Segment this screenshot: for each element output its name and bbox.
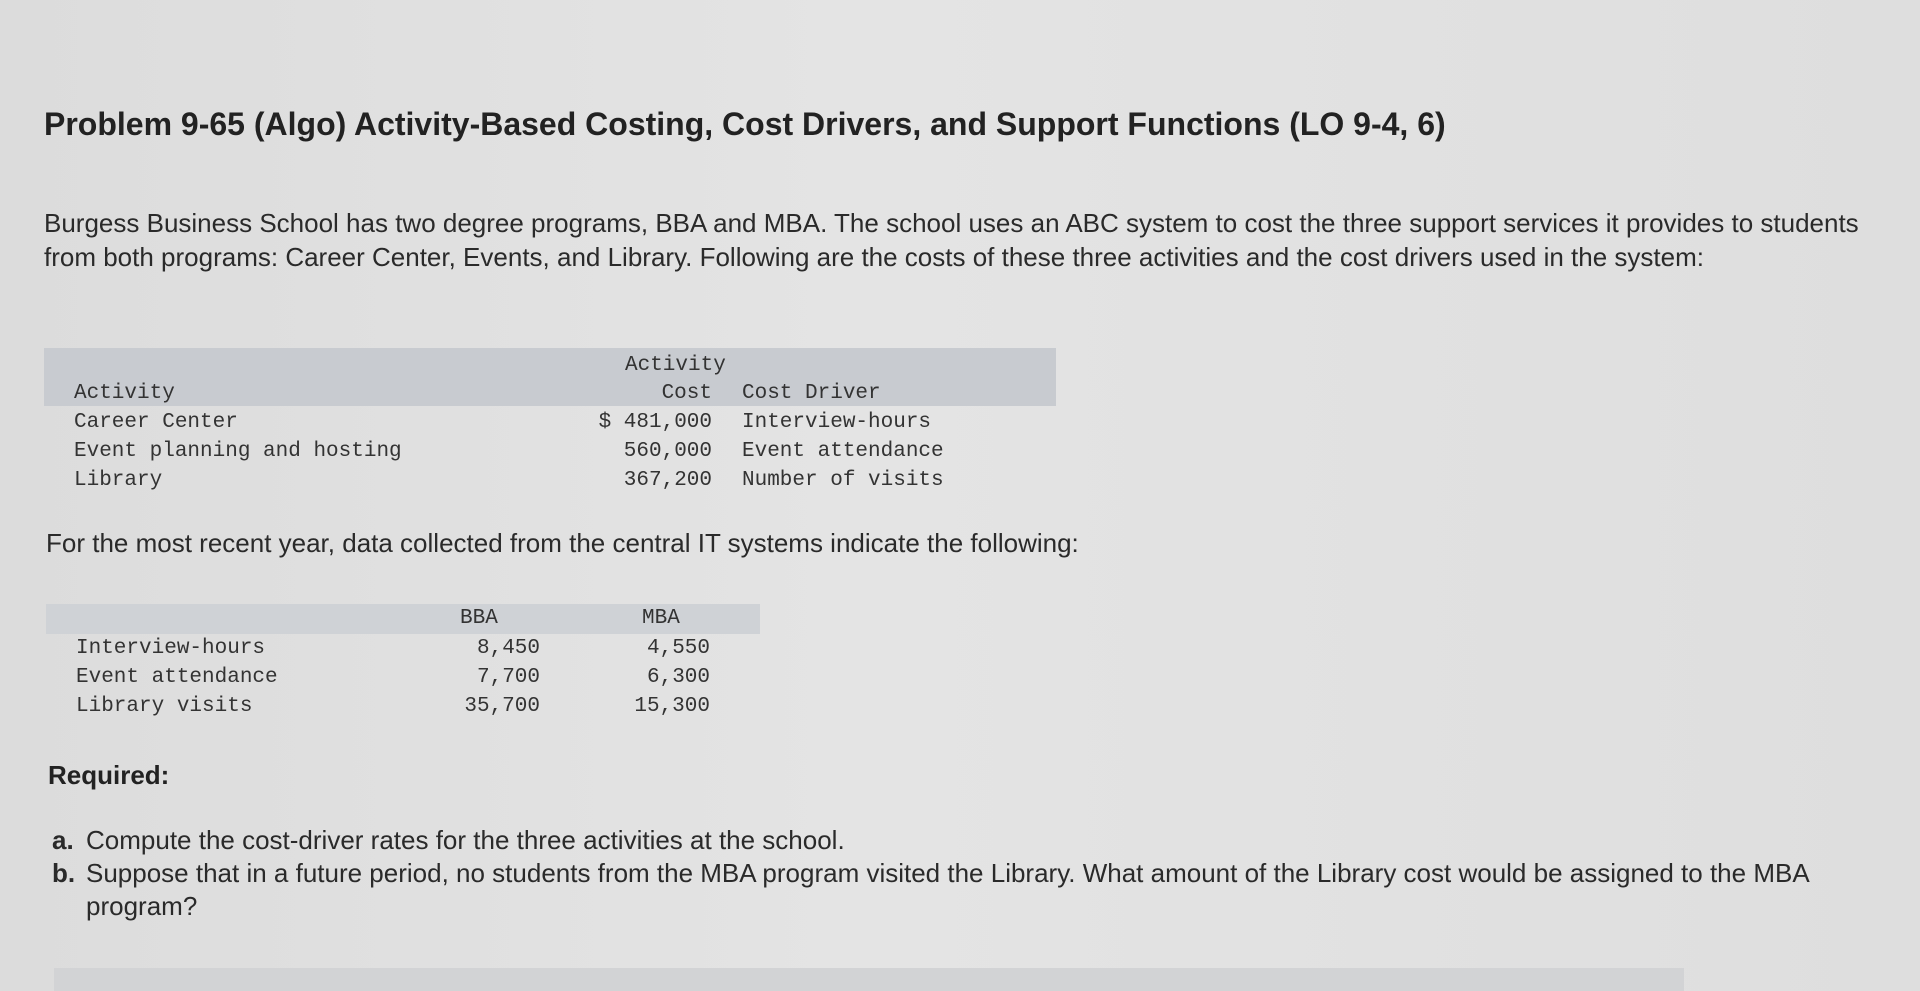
table-row-label: Event attendance	[76, 666, 278, 689]
table-row-label: Library visits	[76, 695, 253, 718]
list-item-letter: b.	[52, 858, 76, 888]
table-header-band	[44, 348, 1056, 406]
table-row-driver: Number of visits	[742, 469, 944, 492]
table-row-activity: Library	[74, 469, 163, 492]
activity-cost-table	[44, 348, 1056, 498]
table-row-mba: 4,550	[646, 637, 710, 660]
header-cost-driver: Cost Driver	[742, 382, 881, 405]
list-item-letter: a.	[52, 825, 74, 855]
table-row-label: Interview-hours	[76, 637, 266, 660]
table-row-mba: 6,300	[646, 666, 710, 689]
header-bba: BBA	[460, 607, 498, 630]
followup-paragraph: For the most recent year, data collected from the central IT systems indicate the following:	[46, 528, 1079, 558]
header-activity-cost-line2: Cost	[661, 382, 712, 405]
table-row-activity: Event planning and hosting	[74, 440, 402, 463]
table-row-driver: Interview-hours	[742, 411, 932, 434]
table-row-cost: 367,200	[623, 469, 712, 492]
program-usage-table	[46, 604, 760, 724]
header-activity: Activity	[74, 382, 175, 405]
table-row-bba: 35,700	[464, 695, 540, 718]
list-item	[52, 857, 1882, 923]
header-mba: MBA	[642, 607, 680, 630]
answer-area[interactable]	[54, 968, 1684, 991]
required-list	[52, 824, 1882, 923]
table-row-bba: 8,450	[476, 637, 540, 660]
table-row-mba: 15,300	[634, 695, 710, 718]
table-row-cost: $ 481,000	[598, 411, 712, 434]
table-row-activity: Career Center	[74, 411, 238, 434]
required-heading: Required:	[48, 760, 170, 790]
page-title: Problem 9-65 (Algo) Activity-Based Costing, Cost Drivers, and Support Functions (LO 9-4, 6)	[44, 106, 1446, 142]
list-item-text: Suppose that in a future period, no students from the MBA program visited the Library. What amount of the Library cost would be assigned to the MBA program?	[86, 858, 1809, 921]
list-item	[52, 824, 1882, 857]
list-item-text: Compute the cost-driver rates for the three activities at the school.	[86, 825, 845, 855]
table-row-driver: Event attendance	[742, 440, 944, 463]
intro-paragraph: Burgess Business School has two degree programs, BBA and MBA. The school uses an ABC system to cost the three support services it provides to students from both programs: Career Center, Events, and Library. Following are the costs of these three activities and the cost drivers used in the system:	[44, 208, 1859, 272]
table-row-cost: 560,000	[623, 440, 712, 463]
table-row-bba: 7,700	[476, 666, 540, 689]
header-activity-cost-line1: Activity	[625, 354, 726, 377]
